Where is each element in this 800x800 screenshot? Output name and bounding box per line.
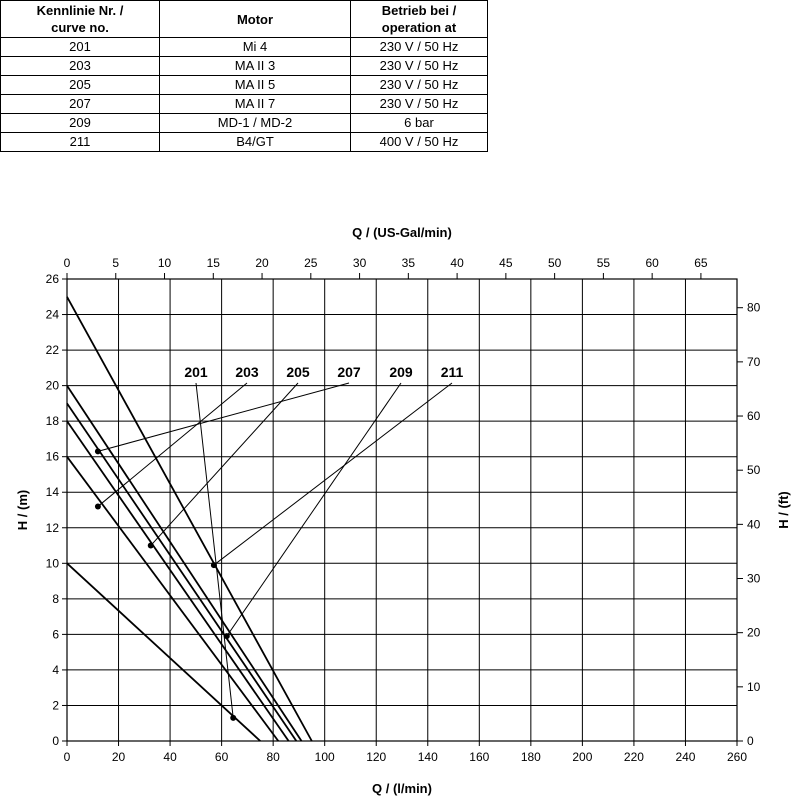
y2-tick-label: 20 [747,625,761,640]
x-tick-label: 60 [214,750,229,764]
x-tick-label: 80 [266,750,280,764]
x-tick-label: 260 [726,750,748,764]
x-tick-label: 160 [469,750,490,764]
x2-tick-label: 55 [596,256,611,270]
x2-tick-label: 30 [352,256,367,270]
annotation-dot-201 [230,715,236,721]
x-tick-label: 100 [314,750,335,764]
x-tick-label: 200 [572,750,593,764]
cell-motor: MA II 7 [160,95,351,114]
y2-tick-label: 10 [747,679,761,694]
curve-label-205: 205 [286,364,310,380]
x2-tick-label: 15 [206,256,220,270]
x2-tick-label: 50 [547,256,562,270]
curve-label-201: 201 [184,364,208,380]
annotation-dot-209 [224,633,230,639]
y2-axis-label: H / (ft) [776,491,791,529]
y-tick-label: 14 [45,485,59,500]
y-tick-label: 10 [45,556,59,571]
y-tick-label: 0 [52,734,59,748]
y2-tick-label: 0 [747,734,754,748]
series-line-201 [67,563,260,741]
y-tick-label: 12 [45,520,59,535]
annotation-dot-211 [211,562,217,568]
x2-tick-label: 35 [401,256,416,270]
x-tick-label: 0 [63,750,71,764]
leader-line-207 [98,383,349,451]
cell-operation: 230 V / 50 Hz [351,38,488,57]
cell-operation: 230 V / 50 Hz [351,57,488,76]
cell-motor: MD-1 / MD-2 [160,114,351,133]
annotation-dot-203 [95,503,101,509]
header-line: operation at [381,20,457,35]
x-tick-label: 240 [675,750,696,764]
y-axis-label: H / (m) [15,489,30,531]
annotation-dot-207 [95,448,101,454]
x-tick-label: 140 [417,750,438,764]
curve-label-203: 203 [235,364,259,380]
leader-line-201 [196,383,233,718]
plot-frame [67,279,737,741]
x2-axis-label: Q / (US-Gal/min) [352,225,452,240]
cell-curve-no: 211 [1,133,160,152]
y2-tick-label: 30 [747,571,761,586]
x2-tick-label: 65 [694,256,708,270]
x2-tick-label: 0 [63,256,71,270]
header-line: Kennlinie Nr. / [36,3,124,18]
cell-curve-no: 207 [1,95,160,114]
y2-tick-label: 40 [747,517,761,532]
y-tick-label: 8 [52,591,59,606]
cell-motor: MA II 5 [160,76,351,95]
cell-curve-no: 203 [1,57,160,76]
y-tick-label: 26 [45,272,59,286]
y-tick-label: 6 [52,627,59,642]
curve-label-209: 209 [389,364,413,380]
x-axis-label: Q / (l/min) [372,781,432,796]
y2-tick-label: 70 [747,354,761,369]
y-tick-label: 4 [52,662,59,677]
x-tick-label: 180 [520,750,541,764]
x2-tick-label: 60 [645,256,659,270]
y2-tick-label: 80 [747,300,761,315]
cell-operation: 400 V / 50 Hz [351,133,488,152]
cell-motor: Mi 4 [160,38,351,57]
header-line: Motor [236,11,274,27]
y-tick-label: 22 [45,343,59,358]
y-tick-label: 16 [45,449,59,464]
cell-curve-no: 201 [1,38,160,57]
y-tick-label: 20 [45,378,59,393]
cell-operation: 230 V / 50 Hz [351,95,488,114]
cell-operation: 230 V / 50 Hz [351,76,488,95]
x2-tick-label: 10 [157,256,172,270]
curve-label-207: 207 [337,364,361,380]
header-line: curve no. [51,20,109,35]
x-tick-label: 20 [111,750,126,764]
cell-motor: B4/GT [160,133,351,152]
x2-tick-label: 20 [255,256,269,270]
x-tick-label: 40 [163,750,177,764]
curve-label-211: 211 [440,364,464,380]
x-tick-label: 220 [623,750,644,764]
cell-curve-no: 209 [1,114,160,133]
series-line-207 [67,403,296,741]
x2-tick-label: 5 [112,256,120,270]
cell-curve-no: 205 [1,76,160,95]
y2-tick-label: 50 [747,463,761,478]
x2-tick-label: 45 [499,256,513,270]
series-line-205 [67,421,289,741]
x-tick-label: 120 [366,750,387,764]
leader-line-205 [151,383,298,546]
y-tick-label: 2 [52,698,59,713]
y2-tick-label: 60 [747,409,761,424]
x2-tick-label: 25 [304,256,318,270]
cell-motor: MA II 3 [160,57,351,76]
x2-tick-label: 40 [450,256,464,270]
cell-operation: 6 bar [351,114,488,133]
y-tick-label: 24 [45,307,59,322]
y-tick-label: 18 [45,414,59,429]
annotation-dot-205 [148,543,154,549]
header-line: Betrieb bei / [381,3,457,18]
